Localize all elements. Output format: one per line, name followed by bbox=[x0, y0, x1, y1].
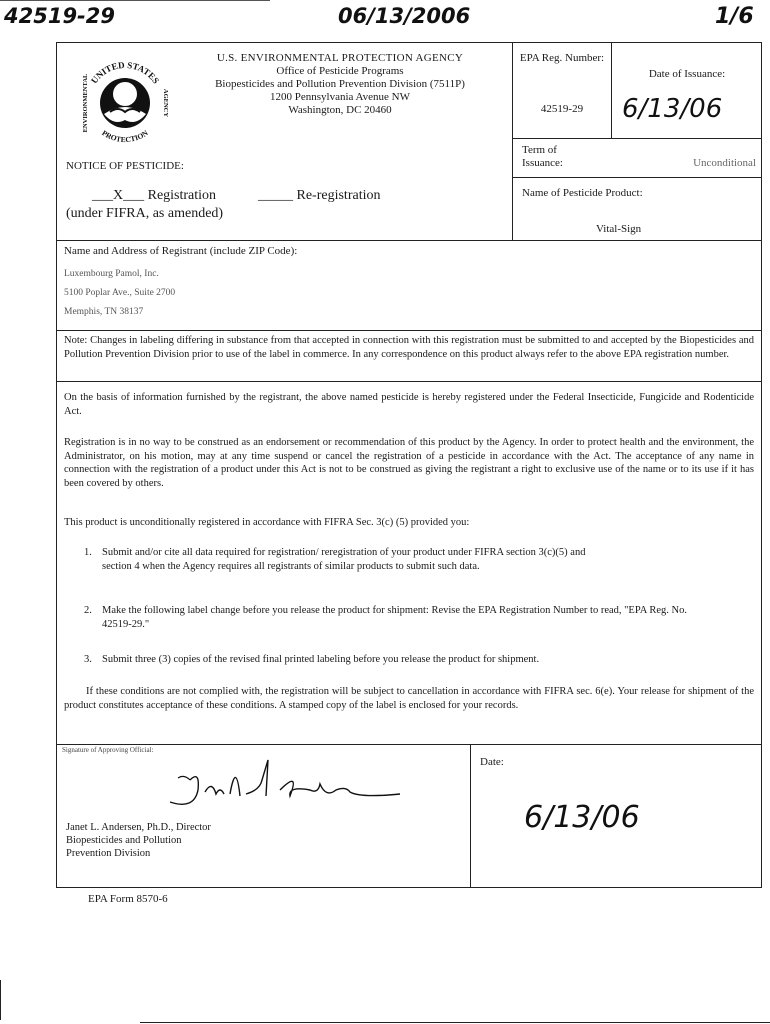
endorsement-disclaimer: Registration is in no way to be construed as an endorsement or recommendation of this product by the Agency. In order to protect health and the environment, the Administrator, on his motion, may at any time suspend or cancel the registration of a pesticide in accordance with the Act. The acceptance of any name in connection with the registration of a product under this Act is not to be construed as giving the registrant a right to exclusive use of the name or to its use if it has been covered by others. bbox=[64, 437, 754, 489]
condition-3: Submit three (3) copies of the revised final printed labeling before you release the product for shipment. bbox=[102, 654, 540, 665]
handwritten-reg-number: 42519-29 bbox=[4, 4, 115, 28]
seal-left-text: ENVIRONMENTAL bbox=[82, 73, 89, 133]
registrant-label: Name and Address of Registrant (include ZIP Code): bbox=[64, 245, 298, 257]
epa-reg-value: 42519-29 bbox=[540, 103, 584, 115]
notice-label: NOTICE OF PESTICIDE: bbox=[66, 160, 184, 172]
term-value: Unconditional bbox=[693, 157, 756, 169]
reregistration-checkbox: _____ Re-registration bbox=[258, 188, 381, 203]
term-label: Term of Issuance: bbox=[522, 144, 563, 169]
condition-1: Submit and/or cite all data required for registration/ reregistration of your product under FIFRA section 3(c)(5) and section 4 when the Agency requires all registrants of similar products to submit such data. bbox=[102, 547, 586, 572]
signatory-title-2: Prevention Division bbox=[66, 848, 151, 859]
handwritten-date: 06/13/2006 bbox=[338, 4, 471, 28]
signature-date-label: Date: bbox=[480, 756, 504, 768]
seal-right-text: AGENCY bbox=[162, 88, 169, 118]
seal-top-text: UNITED STATES bbox=[88, 59, 162, 86]
handwritten-page: 1/6 bbox=[715, 4, 754, 29]
conditions-intro: This product is unconditionally registered in accordance with FIFRA Sec. 3(c) (5) provided you: bbox=[64, 517, 470, 528]
condition-2: Make the following label change before you release the product for shipment: Revise the EPA Registration Number to read, "EPA Reg. No. 42519-29." bbox=[102, 605, 687, 630]
epa-reg-label: EPA Reg. Number: bbox=[519, 52, 605, 64]
product-name-label: Name of Pesticide Product: bbox=[522, 187, 643, 199]
date-of-issuance-value: 6/13/06 bbox=[622, 94, 723, 124]
seal-bottom-text: PROTECTION bbox=[100, 128, 150, 145]
form-number: EPA Form 8570-6 bbox=[88, 893, 168, 905]
registration-checkbox: ___X___ Registration bbox=[92, 188, 217, 203]
registrant-name: Luxembourg Pamol, Inc. bbox=[64, 269, 159, 279]
signature-image bbox=[150, 750, 410, 820]
signatory-block bbox=[66, 821, 211, 860]
signatory-name: Janet L. Andersen, Ph.D., Director bbox=[66, 822, 211, 833]
registrant-street: 5100 Poplar Ave., Suite 2700 bbox=[64, 288, 176, 298]
registrant-city: Memphis, TN 38137 bbox=[64, 307, 144, 317]
condition-2-number: 2. bbox=[84, 605, 92, 616]
condition-1-number: 1. bbox=[84, 547, 92, 558]
signatory-title-1: Biopesticides and Pollution bbox=[66, 835, 182, 846]
labeling-note: Note: Changes in labeling differing in substance from that accepted in connection with this registration must be submitted to and accepted by the Biopesticides and Pollution Prevention Division prior to use of the label in commerce. In any correspondence on this product always refer to the above EPA registration number. bbox=[64, 335, 754, 360]
cancellation-warning: If these conditions are not complied with, the registration will be subject to cancellation in accordance with FIFRA sec. 6(e). Your release for shipment of the product constitutes acceptance of these conditions. A stamped copy of the label is enclosed for your records. bbox=[64, 686, 754, 711]
product-name-value: Vital-Sign bbox=[596, 223, 642, 235]
agency-header bbox=[180, 52, 500, 117]
signature-label: Signature of Approving Official: bbox=[62, 746, 154, 754]
signature-date-handwritten: 6/13/06 bbox=[524, 800, 640, 835]
condition-3-number: 3. bbox=[84, 654, 92, 665]
street-address: 1200 Pennsylvania Avenue NW bbox=[269, 91, 411, 103]
date-of-issuance-label: Date of Issuance: bbox=[648, 68, 726, 80]
svg-text:PROTECTION bbox=[100, 128, 150, 144]
registration-statement: On the basis of information furnished by the registrant, the above named pesticide is hereby registered under the Federal Insecticide, Fungicide and Rodenticide Act. bbox=[64, 392, 754, 417]
agency-name: U.S. ENVIRONMENTAL PROTECTION AGENCY bbox=[216, 52, 464, 64]
city-address: Washington, DC 20460 bbox=[288, 104, 392, 116]
epa-seal bbox=[74, 52, 176, 154]
fifra-note: (under FIFRA, as amended) bbox=[66, 206, 224, 221]
division-name: Biopesticides and Pollution Prevention Division (7511P) bbox=[215, 78, 465, 90]
office-name: Office of Pesticide Programs bbox=[276, 65, 404, 77]
registrant-address bbox=[64, 265, 175, 322]
